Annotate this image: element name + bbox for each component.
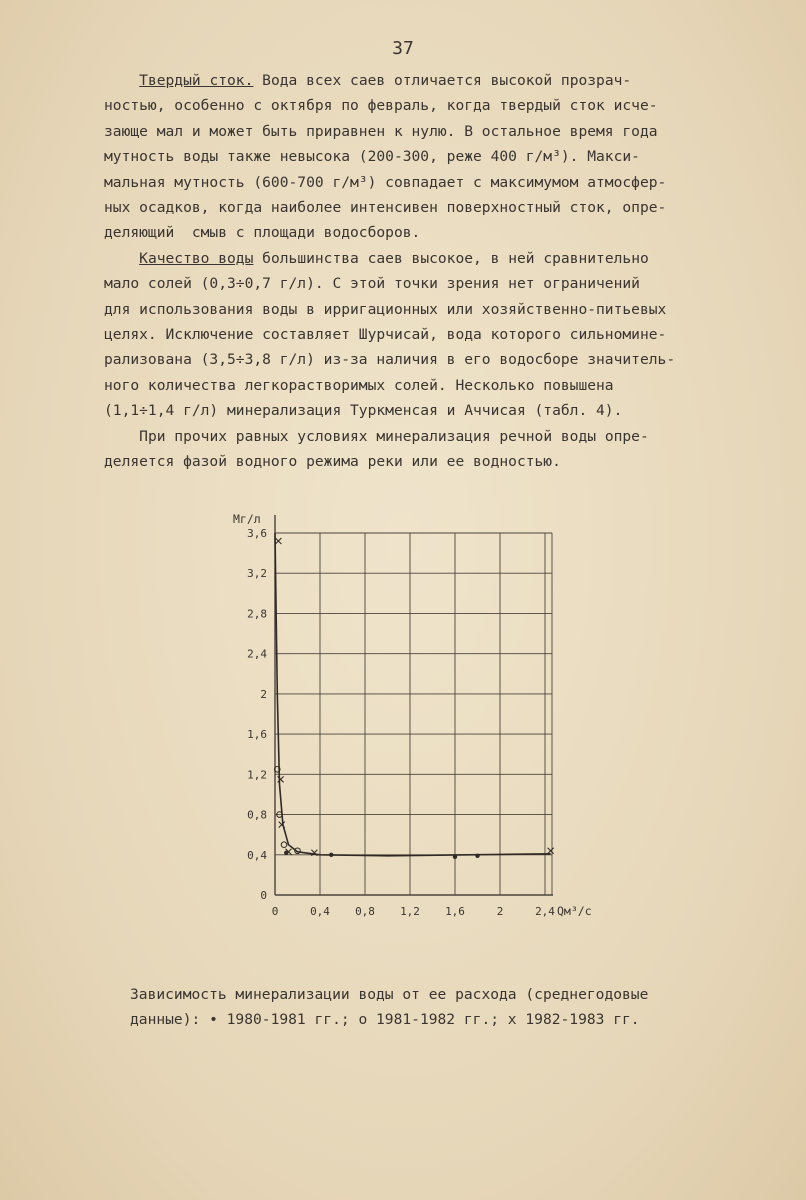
paragraph-conditions	[104, 424, 760, 475]
text-line: мутность воды также невысока (200-300, реже 400 г/м³). Макси-	[104, 148, 640, 166]
y-tick-label: 0,8	[247, 808, 267, 822]
text-line: для использования воды в ирригационных или хозяйственно-питьевых	[104, 300, 667, 318]
text-line: рализована (3,5÷3,8 г/л) из-за наличия в его водосборе значитель-	[104, 351, 676, 369]
text-line: деляющий смыв с площади водосборов.	[104, 224, 421, 242]
paragraph-solid-runoff	[104, 68, 760, 246]
y-tick-label: 3,2	[247, 567, 267, 581]
x-tick-label: 2	[496, 905, 504, 918]
text-line: мальная мутность (600-700 г/м³) совпадает с максимумом атмосфер-	[104, 173, 667, 191]
text-line: зающе мал и может быть приравнен к нулю. В остальное время года	[104, 122, 658, 140]
y-tick-label: 1,6	[247, 728, 267, 742]
x-tick-label: 2,4	[535, 905, 555, 918]
page-number: 37	[392, 38, 414, 59]
text-line: Качество воды большинства саев высокое, в ней сравнительно	[139, 249, 649, 267]
chart-svg	[225, 505, 595, 925]
y-tick-label: 2,4	[247, 647, 267, 661]
data-point-cross	[548, 848, 554, 854]
text-line: ных осадков, когда наиболее интенсивен поверхностный сток, опре-	[104, 199, 667, 217]
x-axis-label: Qм³/с	[557, 904, 592, 918]
caption-line: данные): • 1980-1981 гг.; о 1981-1982 гг.; х 1982-1983 гг.	[130, 1011, 640, 1029]
data-point-cross	[279, 822, 285, 828]
y-axis-label: Мг/л	[233, 512, 261, 526]
body-text	[104, 68, 760, 475]
data-point-dot	[329, 853, 333, 857]
text-line: целях. Исключение составляет Шурчисай, вода которого сильномине-	[104, 326, 667, 344]
text-line: При прочих равных условиях минерализация речной воды опре-	[139, 427, 649, 445]
text-line: (1,1÷1,4 г/л) минерализация Туркменсая и Аччисая (табл. 4).	[104, 402, 623, 420]
section-heading: Качество воды	[139, 249, 254, 267]
y-tick-label: 2	[260, 687, 267, 701]
data-point-cross	[278, 776, 284, 782]
data-point-dot	[453, 855, 457, 859]
y-tick-label: 3,6	[247, 527, 267, 540]
section-heading: Твердый сток.	[139, 72, 254, 89]
x-tick-label: 1,6	[445, 905, 465, 918]
caption-line: Зависимость минерализации воды от ее расхода (среднегодовые	[130, 986, 649, 1003]
text-line: ностью, особенно с октября по февраль, когда твердый сток исче-	[104, 97, 658, 115]
mineralization-chart	[225, 505, 595, 925]
data-point-circle	[281, 842, 287, 848]
y-tick-label: 0,4	[247, 848, 267, 862]
y-tick-label: 2,8	[247, 607, 267, 621]
data-point-cross	[275, 538, 281, 544]
trend-curve	[275, 533, 551, 856]
text-line: Твердый сток. Вода всех саев отличается высокой прозрач-	[139, 72, 632, 89]
x-tick-label: 0,4	[310, 905, 330, 918]
text-line: мало солей (0,3÷0,7 г/л). С этой точки зрения нет ограничений	[104, 275, 640, 293]
paragraph-water-quality	[104, 246, 760, 424]
x-tick-label: 0	[271, 905, 279, 918]
x-tick-label: 0,8	[355, 905, 375, 918]
text-line: деляется фазой водного режима реки или ее водностью.	[104, 453, 561, 471]
text-line: ного количества легкорастворимых солей. Несколько повышена	[104, 376, 614, 394]
data-point-dot	[475, 854, 479, 858]
x-tick-label: 1,2	[400, 905, 420, 918]
y-tick-label: 0	[260, 889, 267, 902]
figure-caption	[130, 982, 770, 1033]
y-tick-label: 1,2	[247, 768, 267, 782]
